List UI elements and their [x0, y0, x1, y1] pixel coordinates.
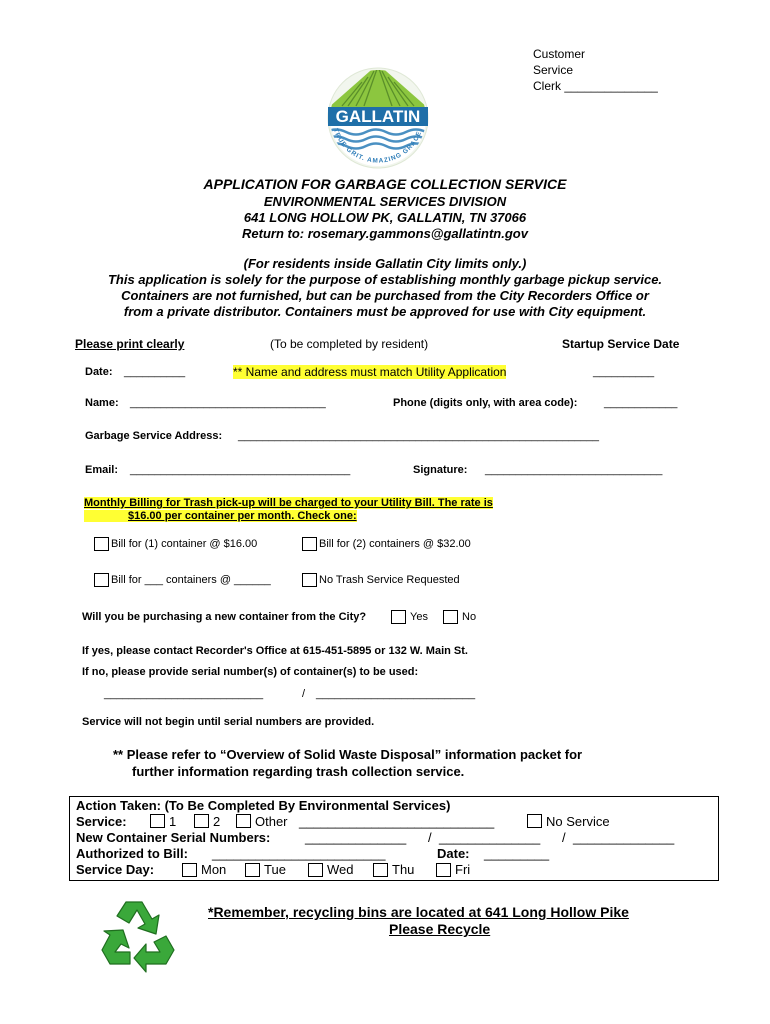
- gallatin-logo: [318, 60, 438, 180]
- date-label: Date:: [85, 366, 113, 378]
- logo-name: GALLATIN: [335, 107, 421, 126]
- recycling-reminder: *Remember, recycling bins are located at 641 Long Hollow Pike: [208, 904, 629, 920]
- action-no-service-checkbox[interactable]: [527, 814, 542, 828]
- no-trash-service-label: No Trash Service Requested: [319, 574, 460, 586]
- startup-date-field[interactable]: __________: [593, 366, 655, 378]
- day-wed-label: Wed: [327, 862, 354, 877]
- phone-field[interactable]: ____________: [604, 397, 678, 409]
- day-tue-checkbox[interactable]: [245, 863, 260, 877]
- date-field[interactable]: __________: [124, 366, 186, 378]
- serial-separator: /: [302, 688, 306, 700]
- clerk-label-service: Service: [533, 63, 574, 77]
- phone-label: Phone (digits only, with area code):: [393, 397, 578, 409]
- serial-required-note: Service will not begin until serial numbers are provided.: [82, 716, 375, 728]
- action-serials-label: New Container Serial Numbers:: [76, 830, 271, 845]
- action-serial-separator-2: /: [562, 830, 566, 845]
- name-field[interactable]: ________________________________: [130, 397, 326, 409]
- action-date-label: Date:: [437, 846, 470, 861]
- serial-number-field-2[interactable]: __________________________: [316, 688, 476, 700]
- completed-by-note: (To be completed by resident): [270, 337, 429, 351]
- refer-note-line-2: further information regarding trash collection service.: [132, 764, 465, 779]
- purchase-no-label: No: [462, 611, 477, 623]
- action-service-other-label: Other: [255, 814, 288, 829]
- day-tue-label: Tue: [264, 862, 286, 877]
- billing-two-containers-checkbox[interactable]: [302, 537, 317, 551]
- please-recycle: Please Recycle: [389, 921, 491, 937]
- signature-label: Signature:: [413, 464, 468, 476]
- service-address-field[interactable]: ___________________________________________________________: [238, 430, 599, 442]
- action-authorized-label: Authorized to Bill:: [76, 846, 188, 861]
- page-title: APPLICATION FOR GARBAGE COLLECTION SERVICE: [203, 176, 567, 192]
- action-no-service-label: No Service: [546, 814, 610, 829]
- action-serial-separator-1: /: [428, 830, 432, 845]
- day-thu-label: Thu: [392, 862, 415, 877]
- billing-note-line-2: $16.00 per container per month. Check one:: [84, 510, 357, 522]
- action-service-2-checkbox[interactable]: [194, 814, 209, 828]
- action-serial-field-2[interactable]: ______________: [439, 830, 541, 845]
- day-wed-checkbox[interactable]: [308, 863, 323, 877]
- day-mon-checkbox[interactable]: [182, 863, 197, 877]
- purchase-yes-label: Yes: [410, 611, 428, 623]
- action-service-1-label: 1: [169, 814, 177, 829]
- action-service-other-checkbox[interactable]: [236, 814, 251, 828]
- action-service-label: Service:: [76, 814, 127, 829]
- billing-custom-containers-label: Bill for ___ containers @ ______: [111, 574, 271, 586]
- day-thu-checkbox[interactable]: [373, 863, 388, 877]
- action-date-field[interactable]: _________: [484, 846, 550, 861]
- billing-one-container-label: Bill for (1) container @ $16.00: [111, 538, 258, 550]
- email-field[interactable]: ____________________________________: [130, 464, 351, 476]
- purchase-no-checkbox[interactable]: [443, 610, 458, 624]
- day-fri-label: Fri: [455, 862, 471, 877]
- email-label: Email:: [85, 464, 119, 476]
- billing-custom-containers-checkbox[interactable]: [94, 573, 109, 587]
- logo-tagline: TRUE GRIT. AMAZING GRACE.: [331, 127, 425, 165]
- recycle-icon: [96, 890, 182, 976]
- day-fri-checkbox[interactable]: [436, 863, 451, 877]
- clerk-label-customer: Customer: [533, 47, 586, 61]
- day-mon-label: Mon: [201, 862, 227, 877]
- action-serial-field-3[interactable]: ______________: [573, 830, 675, 845]
- serial-number-field-1[interactable]: __________________________: [104, 688, 264, 700]
- action-service-1-checkbox[interactable]: [150, 814, 165, 828]
- name-label: Name:: [85, 397, 119, 409]
- purpose-line-3: from a private distributor. Containers must be approved for use with City equipment.: [123, 304, 647, 319]
- no-trash-service-checkbox[interactable]: [302, 573, 317, 587]
- billing-one-container-checkbox[interactable]: [94, 537, 109, 551]
- action-serial-field-1[interactable]: ______________: [305, 830, 407, 845]
- purpose-line-2: Containers are not furnished, but can be purchased from the City Recorders Office or: [121, 288, 649, 303]
- purchase-question: Will you be purchasing a new container from the City?: [82, 611, 367, 623]
- signature-field[interactable]: _____________________________: [485, 464, 663, 476]
- purchase-yes-checkbox[interactable]: [391, 610, 406, 624]
- action-authorized-field[interactable]: ________________________: [212, 846, 386, 861]
- return-to-email: Return to: rosemary.gammons@gallatintn.gov: [242, 226, 528, 241]
- clerk-label-clerk: Clerk ______________: [533, 79, 658, 93]
- print-clearly-label: Please print clearly: [75, 337, 185, 351]
- action-service-2-label: 2: [213, 814, 221, 829]
- billing-two-containers-label: Bill for (2) containers @ $32.00: [319, 538, 471, 550]
- service-address-label: Garbage Service Address:: [85, 430, 223, 442]
- division-address: 641 LONG HOLLOW PK, GALLATIN, TN 37066: [243, 210, 527, 225]
- action-taken-heading: Action Taken: (To Be Completed By Environmental Services): [76, 798, 451, 813]
- billing-note-line-1: Monthly Billing for Trash pick-up will be charged to your Utility Bill. The rate is: [84, 497, 493, 509]
- division-name: ENVIRONMENTAL SERVICES DIVISION: [263, 194, 507, 209]
- if-no-instruction: If no, please provide serial number(s) of container(s) to be used:: [82, 666, 419, 678]
- action-other-field[interactable]: ___________________________: [299, 814, 495, 829]
- refer-note-line-1: ** Please refer to “Overview of Solid Waste Disposal” information packet for: [113, 747, 583, 762]
- startup-date-label: Startup Service Date: [562, 337, 680, 351]
- name-match-note: ** Name and address must match Utility Application: [233, 365, 507, 379]
- action-service-day-label: Service Day:: [76, 862, 155, 877]
- residents-note: (For residents inside Gallatin City limits only.): [243, 256, 527, 271]
- if-yes-instruction: If yes, please contact Recorder's Office at 615-451-5895 or 132 W. Main St.: [82, 645, 468, 657]
- purpose-line-1: This application is solely for the purpose of establishing monthly garbage pickup service.: [107, 272, 663, 287]
